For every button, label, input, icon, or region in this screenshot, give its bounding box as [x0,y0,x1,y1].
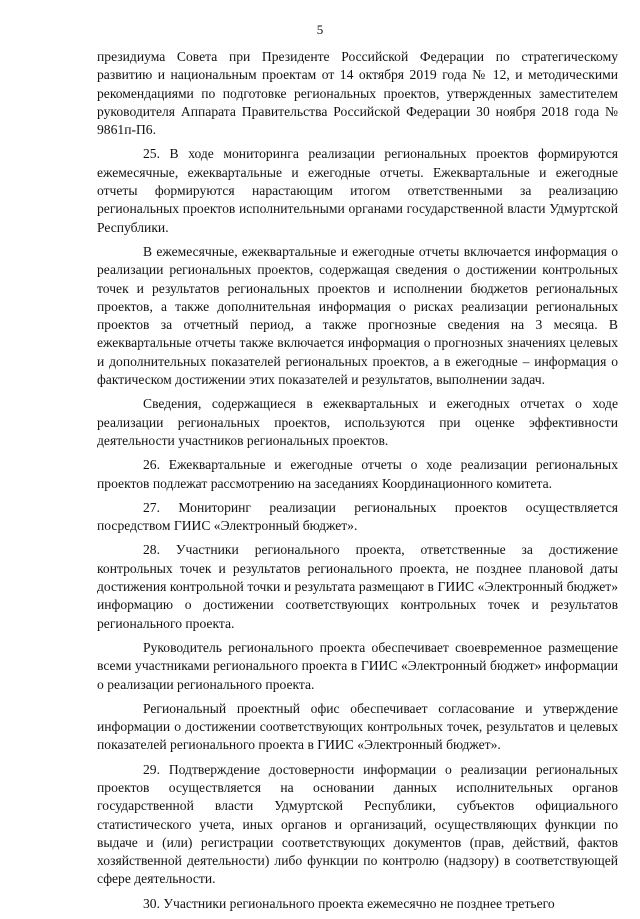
document-body [97,48,618,919]
paragraph-25: 25. В ходе мониторинга реализации региональных проектов формируются ежемесячные, ежеквартальные и ежегодные отчеты. Ежеквартальные и ежегодные отчеты формируются нарастающим итогом ответственными за реализацию региональных проектов исполнительными органами государственной власти Удмуртской Республики. [97,146,618,235]
paragraph-reports-usage: Сведения, содержащиеся в ежеквартальных и ежегодных отчетах о ходе реализации региональных проектов, используются при оценке эффективности деятельности участников региональных проектов. [97,396,618,448]
paragraph-30: 30. Участники регионального проекта ежемесячно не позднее третьего [143,895,555,911]
page-number: 5 [316,22,324,37]
paragraph-28: 28. Участники регионального проекта, ответственные за достижение контрольных точек и результатов регионального проекта, не позднее плановой даты достижения контрольной точки и результата размещают в ГИИС «Электронный бюджет» информацию о достижении соответствующих контрольных точек и результатов регионального проекта. [97,542,618,631]
paragraph-project-head: Руководитель регионального проекта обеспечивает своевременное размещение всеми участниками регионального проекта в ГИИС «Электронный бюджет» информации о реализации регионального проекта. [97,639,618,692]
paragraph-27: 27. Мониторинг реализации региональных проектов осуществляется посредством ГИИС «Электронный бюджет». [97,499,618,534]
paragraph-project-office: Региональный проектный офис обеспечивает согласование и утверждение информации о достижении соответствующих контрольных точек, результатов и целевых показателей регионального проекта в ГИИС «Электронный бюджет». [97,700,618,753]
paragraph-29: 29. Подтверждение достоверности информации о реализации региональных проектов осуществляется на основании данных исполнительных органов государственной власти Удмуртской Республики, субъектов официального статистического учета, иных органов и организаций, осуществляющих функции по выдаче и (или) регистрации соответствующих документов (прав, действий, фактов хозяйственной деятельности) либо функции по контролю (надзору) в соответствующей сфере деятельности. [97,761,618,887]
paragraph-26: 26. Ежеквартальные и ежегодные отчеты о ходе реализации региональных проектов подлежат рассмотрению на заседаниях Координационного комитета. [97,457,618,491]
paragraph-continuation: президиума Совета при Президенте Российской Федерации по стратегическому развитию и национальным проектам от 14 октября 2019 года № 12, и методическими рекомендациями по подготовке региональных проектов, утвержденных заместителем руководителя Аппарата Правительства Российской Федерации 30 ноября 2018 года № 9861п-П6. [97,49,618,138]
paragraph-reports-content: В ежемесячные, ежеквартальные и ежегодные отчеты включается информация о реализации региональных проектов, содержащая сведения о достижении контрольных точек и результатов региональных проектов и исполнении бюджетов региональных проектов, а также дополнительная информация о рисках реализации региональных проектов за отчетный период, а также прогнозные сведения на 3 месяца. В ежеквартальные отчеты также включается информация о прогнозных значениях целевых и дополнительных показателей региональных проектов, а в ежегодные – информация о фактическом достижении этих показателей и результатов, выполнении задач. [97,243,618,388]
